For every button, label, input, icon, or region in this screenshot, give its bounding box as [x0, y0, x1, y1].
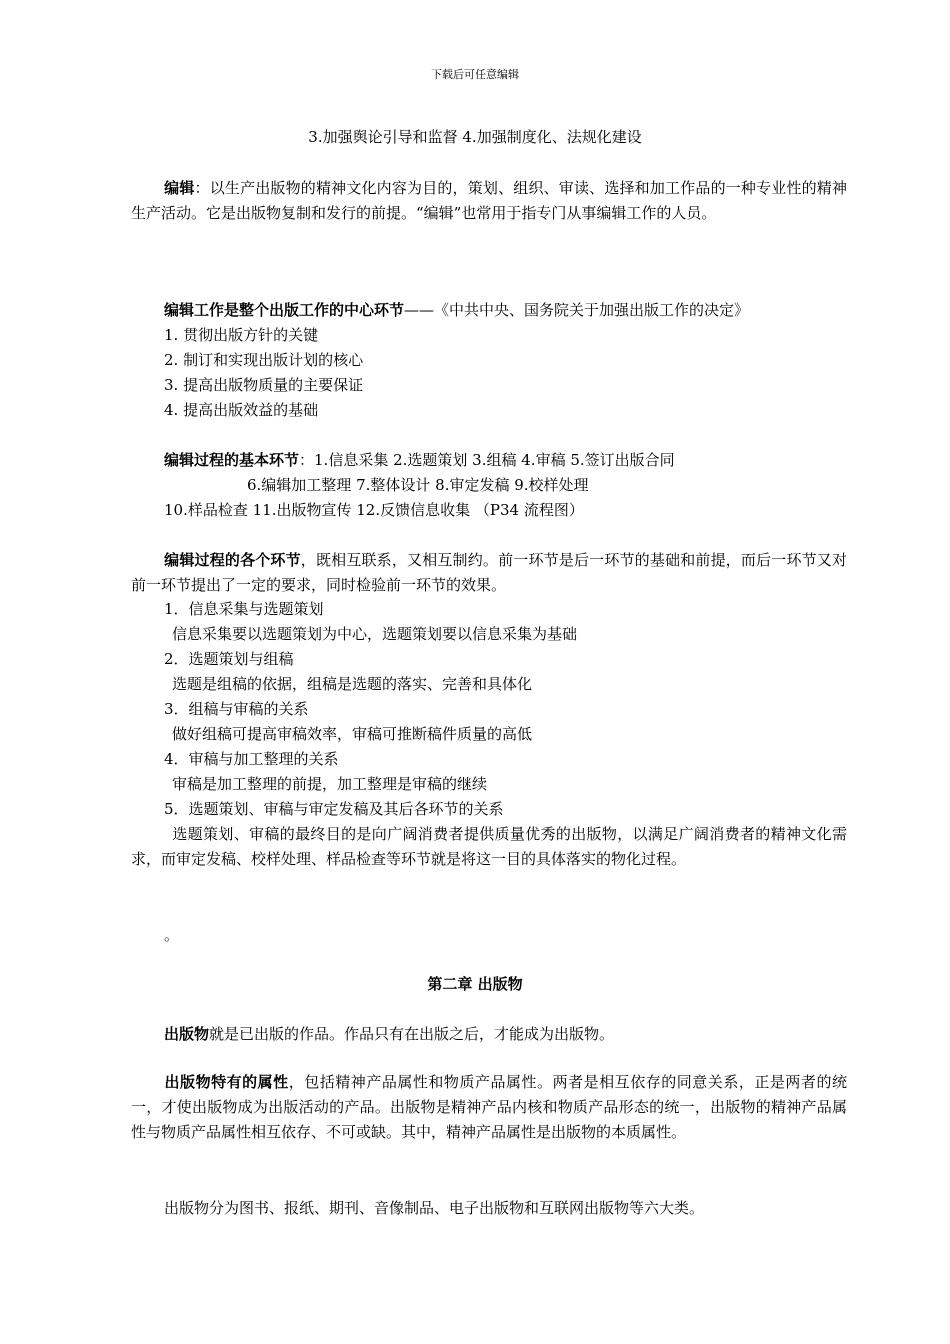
paragraph-pub-types: 出版物分为图书、报纸、期刊、音像制品、电子出版物和互联网出版物等六大类。 — [164, 1199, 705, 1217]
relation-title: 1．信息采集与选题策划 — [164, 600, 324, 618]
center-link-heading — [164, 300, 749, 320]
relation-desc: 信息采集要以选题策划为中心，选题策划要以信息采集为基础 — [172, 625, 578, 643]
relation-desc: 审稿是加工整理的前提，加工整理是审稿的继续 — [172, 775, 488, 793]
relation-desc: 选题是组稿的依据，组稿是选题的落实、完善和具体化 — [172, 675, 533, 693]
list-item: 1. 贯彻出版方针的关键 — [164, 326, 319, 344]
pub-attr-text: ，包括精神产品属性和物质产品属性。两者是相互依存的同意关系，正是两者的统一，才使出版物成为出版活动的产品。出版物是精神产品内核和物质产品形态的统一，出版物的精神产品属性与物质产品属性相互依存、不可或缺。其中，精神产品属性是出版物的本质属性。 — [131, 1073, 847, 1141]
paragraph-edit-definition — [131, 176, 847, 226]
steps-line-3: 10.样品检查 11.出版物宣传 12.反馈信息收集 （P34 流程图） — [164, 501, 584, 519]
center-link-term: 编辑工作是整个出版工作的中心环节 — [164, 301, 405, 319]
paragraph-relations — [131, 548, 847, 598]
relations-term: 编辑过程的各个环节 — [164, 551, 301, 569]
relation-desc: 做好组稿可提高审稿效率，审稿可推断稿件质量的高低 — [172, 725, 533, 743]
chapter-title: 第二章 出版物 — [427, 975, 523, 993]
stray-mark: 。 — [164, 926, 180, 944]
relation-title: 3．组稿与审稿的关系 — [164, 700, 309, 718]
paragraph-relations-final — [131, 822, 847, 872]
pub-definition-text: 就是已出版的作品。作品只有在出版之后，才能成为出版物。 — [209, 1025, 615, 1043]
paragraph-pub-attributes — [131, 1070, 847, 1145]
relations-final-text: 选题策划、审稿的最终目的是向广阔消费者提供质量优秀的出版物，以满足广阔消费者的精神文化需求，而审定发稿、校样处理、样品检查等环节就是将这一目的具体落实的物化过程。 — [131, 825, 847, 868]
steps-line-2: 6.编辑加工整理 7.整体设计 8.审定发稿 9.校样处理 — [247, 476, 589, 494]
pub-term: 出版物 — [164, 1025, 210, 1043]
relation-title: 2．选题策划与组稿 — [164, 650, 294, 668]
relations-text: ，既相互联系，又相互制约。前一环节是后一环节的基础和前提，而后一环节又对前一环节提出了一定的要求，同时检验前一环节的效果。 — [131, 551, 847, 594]
steps-items-1: ：1.信息采集 2.选题策划 3.组稿 4.审稿 5.签订出版合同 — [299, 451, 675, 469]
list-line-3-4: 3.加强舆论引导和监督 4.加强制度化、法规化建设 — [308, 128, 642, 146]
term-edit: 编辑 — [164, 179, 195, 197]
list-item: 2. 制订和实现出版计划的核心 — [164, 351, 364, 369]
edit-definition-text: ：以生产出版物的精神文化内容为目的，策划、组织、审读、选择和加工作品的一种专业性的精神生产活动。它是出版物复制和发行的前提。“编辑”也常用于指专门从事编辑工作的人员。 — [131, 179, 847, 222]
pub-attr-term: 出版物特有的属性 — [164, 1073, 289, 1091]
center-link-source: ——《中共中央、国务院关于加强出版工作的决定》 — [404, 301, 750, 319]
relation-title: 4．审稿与加工整理的关系 — [164, 750, 339, 768]
steps-term: 编辑过程的基本环节 — [164, 451, 300, 469]
steps-line-1 — [164, 450, 675, 470]
list-item: 4. 提高出版效益的基础 — [164, 401, 319, 419]
paragraph-pub-definition — [164, 1024, 614, 1044]
relation-title: 5．选题策划、审稿与审定发稿及其后各环节的关系 — [164, 800, 504, 818]
page-header: 下载后可任意编辑 — [431, 68, 519, 81]
list-item: 3. 提高出版物质量的主要保证 — [164, 376, 364, 394]
